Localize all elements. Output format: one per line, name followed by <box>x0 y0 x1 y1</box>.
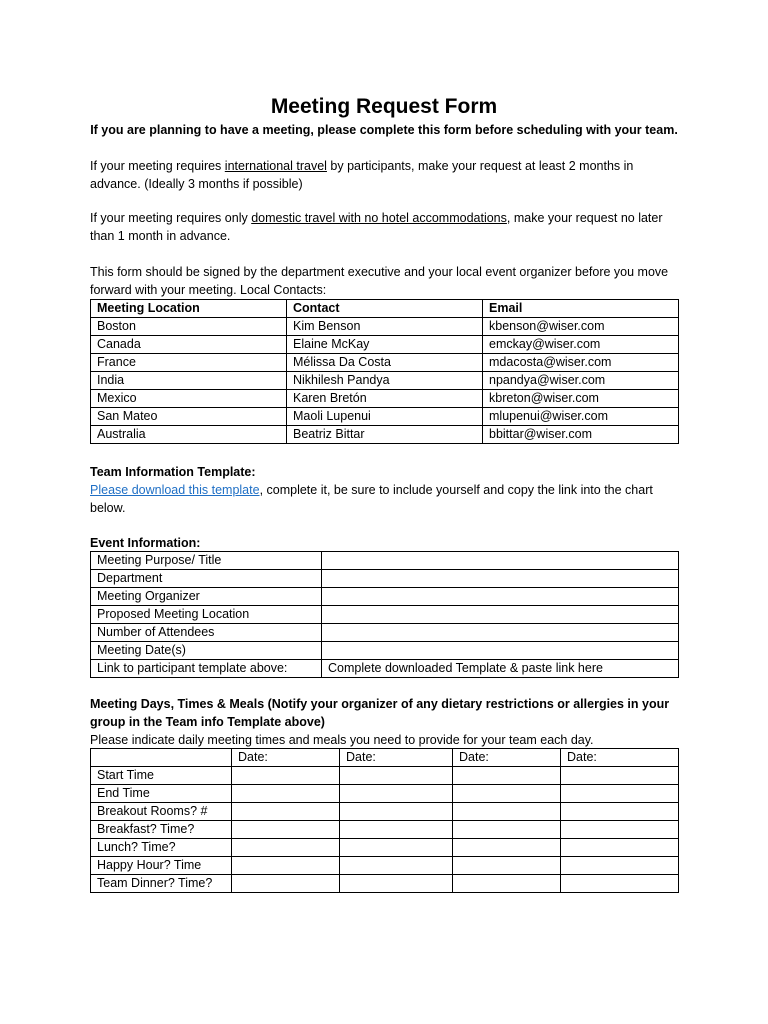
schedule-cell[interactable] <box>453 857 561 875</box>
schedule-cell[interactable] <box>453 785 561 803</box>
event-field-label: Meeting Purpose/ Title <box>91 552 322 570</box>
page-title: Meeting Request Form <box>270 95 498 118</box>
email-cell: mdacosta@wiser.com <box>483 354 679 372</box>
schedule-cell[interactable] <box>453 875 561 893</box>
event-field-label: Meeting Organizer <box>91 588 322 606</box>
event-field-label: Proposed Meeting Location <box>91 606 322 624</box>
table-row <box>91 803 679 821</box>
schedule-row-label: Lunch? Time? <box>91 839 232 857</box>
schedule-cell[interactable] <box>232 803 340 821</box>
table-row <box>91 408 679 426</box>
table-row <box>91 839 679 857</box>
schedule-cell[interactable] <box>561 857 679 875</box>
table-row <box>91 588 679 606</box>
email-cell: mlupenui@wiser.com <box>483 408 679 426</box>
schedule-cell[interactable] <box>561 803 679 821</box>
location-field[interactable] <box>322 606 679 624</box>
meeting-dates-field[interactable] <box>322 642 679 660</box>
location-cell: Mexico <box>91 390 287 408</box>
table-row <box>91 426 679 444</box>
table-row <box>91 642 679 660</box>
contact-cell: Elaine McKay <box>287 336 483 354</box>
table-row <box>91 660 679 678</box>
schedule-cell[interactable] <box>232 875 340 893</box>
contact-cell: Mélissa Da Costa <box>287 354 483 372</box>
table-row <box>91 624 679 642</box>
location-cell: Canada <box>91 336 287 354</box>
meals-header-row <box>91 749 679 767</box>
table-row <box>91 767 679 785</box>
contact-cell: Beatriz Bittar <box>287 426 483 444</box>
event-field-label: Number of Attendees <box>91 624 322 642</box>
organizer-field[interactable] <box>322 588 679 606</box>
schedule-cell[interactable] <box>340 785 453 803</box>
schedule-cell[interactable] <box>232 785 340 803</box>
download-template-link[interactable]: Please download this template <box>90 483 260 497</box>
event-field-label: Meeting Date(s) <box>91 642 322 660</box>
schedule-cell[interactable] <box>340 857 453 875</box>
contact-cell: Kim Benson <box>287 318 483 336</box>
email-cell: kbreton@wiser.com <box>483 390 679 408</box>
domestic-travel-note <box>90 209 680 245</box>
team-info-note <box>90 481 680 517</box>
signature-note: This form should be signed by the department executive and your local event organizer before you move forward with your meeting. Local Contacts: <box>90 265 669 297</box>
schedule-row-label: Happy Hour? Time <box>91 857 232 875</box>
schedule-cell[interactable] <box>232 857 340 875</box>
schedule-cell[interactable] <box>232 821 340 839</box>
domestic-travel-underlined: domestic travel with no hotel accommodations <box>251 211 507 225</box>
table-row <box>91 552 679 570</box>
contacts-header-row <box>91 300 679 318</box>
location-cell: France <box>91 354 287 372</box>
table-row <box>91 570 679 588</box>
table-row <box>91 336 679 354</box>
contacts-table <box>90 299 679 444</box>
meals-heading: Meeting Days, Times & Meals (Notify your organizer of any dietary restrictions or allergies in your group in the Team info Template above) <box>90 697 670 729</box>
schedule-cell[interactable] <box>453 839 561 857</box>
schedule-cell[interactable] <box>561 821 679 839</box>
schedule-cell[interactable] <box>561 785 679 803</box>
international-travel-note <box>90 157 680 193</box>
date-header[interactable]: Date: <box>340 749 453 767</box>
contact-cell: Nikhilesh Pandya <box>287 372 483 390</box>
schedule-cell[interactable] <box>453 803 561 821</box>
location-cell: Australia <box>91 426 287 444</box>
schedule-cell[interactable] <box>561 767 679 785</box>
contact-cell: Maoli Lupenui <box>287 408 483 426</box>
department-field[interactable] <box>322 570 679 588</box>
empty-corner-cell <box>91 749 232 767</box>
table-row <box>91 354 679 372</box>
event-info-table <box>90 551 679 678</box>
event-field-label: Link to participant template above: <box>91 660 322 678</box>
schedule-row-label: Team Dinner? Time? <box>91 875 232 893</box>
schedule-cell[interactable] <box>232 839 340 857</box>
page-subtitle: If you are planning to have a meeting, please complete this form before scheduling with your team. <box>90 123 678 137</box>
schedule-cell[interactable] <box>453 767 561 785</box>
meeting-title-field[interactable] <box>322 552 679 570</box>
schedule-cell[interactable] <box>453 821 561 839</box>
email-cell: bbittar@wiser.com <box>483 426 679 444</box>
intl-text-pre: If your meeting requires <box>90 159 225 173</box>
table-row <box>91 875 679 893</box>
table-row <box>91 372 679 390</box>
intl-travel-underlined: international travel <box>224 159 327 173</box>
date-header[interactable]: Date: <box>453 749 561 767</box>
email-cell: npandya@wiser.com <box>483 372 679 390</box>
schedule-cell[interactable] <box>561 875 679 893</box>
attendees-field[interactable] <box>322 624 679 642</box>
team-info-text: , complete it, be sure to include yourself and copy the link into the chart below. <box>90 483 653 515</box>
schedule-cell[interactable] <box>340 839 453 857</box>
meals-schedule-table <box>90 748 679 893</box>
domestic-text-post: , make your request no later than 1 month in advance. <box>90 211 663 243</box>
schedule-row-label: Breakfast? Time? <box>91 821 232 839</box>
meals-note: Please indicate daily meeting times and meals you need to provide for your team each day. <box>90 733 594 747</box>
date-header[interactable]: Date: <box>232 749 340 767</box>
table-row <box>91 785 679 803</box>
location-cell: India <box>91 372 287 390</box>
location-cell: San Mateo <box>91 408 287 426</box>
intl-text-post: by participants, make your request at least 2 months in advance. (Ideally 3 months if possible) <box>90 159 634 191</box>
schedule-cell[interactable] <box>340 821 453 839</box>
table-row <box>91 821 679 839</box>
event-field-label: Department <box>91 570 322 588</box>
schedule-row-label: Start Time <box>91 767 232 785</box>
date-header[interactable]: Date: <box>561 749 679 767</box>
schedule-row-label: Breakout Rooms? # <box>91 803 232 821</box>
column-header-location: Meeting Location <box>91 300 287 318</box>
email-cell: emckay@wiser.com <box>483 336 679 354</box>
table-row <box>91 857 679 875</box>
email-cell: kbenson@wiser.com <box>483 318 679 336</box>
column-header-email: Email <box>483 300 679 318</box>
event-info-heading: Event Information: <box>90 536 201 550</box>
schedule-cell[interactable] <box>340 803 453 821</box>
schedule-row-label: End Time <box>91 785 232 803</box>
template-link-field[interactable]: Complete downloaded Template & paste link here <box>322 660 679 678</box>
schedule-cell[interactable] <box>340 875 453 893</box>
table-row <box>91 606 679 624</box>
location-cell: Boston <box>91 318 287 336</box>
table-row <box>91 390 679 408</box>
domestic-text-pre: If your meeting requires only <box>90 211 252 225</box>
column-header-contact: Contact <box>287 300 483 318</box>
schedule-cell[interactable] <box>232 767 340 785</box>
schedule-cell[interactable] <box>340 767 453 785</box>
team-info-heading: Team Information Template: <box>90 465 256 479</box>
schedule-cell[interactable] <box>561 839 679 857</box>
table-row <box>91 318 679 336</box>
contact-cell: Karen Bretón <box>287 390 483 408</box>
